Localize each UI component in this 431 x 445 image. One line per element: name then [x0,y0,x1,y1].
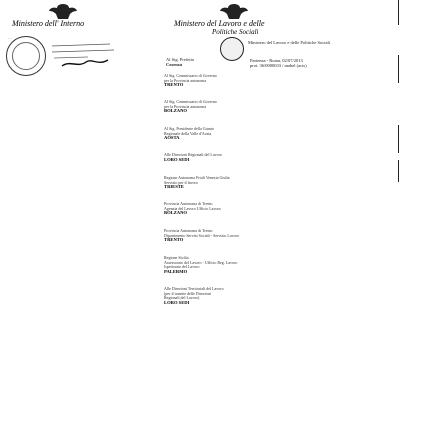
left-corner-text-2: … [8,63,12,68]
addressee-line: Alle Direzioni Regionali del Lavoro [164,153,222,157]
addressee-line: Regionale della Valle d'Aosta [164,131,212,136]
addressee-city: TRIESTE [164,184,184,190]
addressee-line: Provincia Autonoma di Trento [164,229,213,233]
main-document-page [124,0,344,445]
addressee-entry [164,153,304,162]
main-right-meta-1: Partenza - Roma, 02/07/2013 [250,58,303,63]
addressee-line: Regione Autonoma Friuli Venezia Giulia [164,176,230,180]
right-vertical-rule [398,125,399,153]
addressee-line: Al Sig. Commissario di Governo [164,74,217,78]
addressee-city: TRENTO [164,237,184,243]
addressee-city: PALERMO [164,268,188,274]
addressee-line: per la Provincia autonoma [164,104,207,109]
addressee-line: per la Provincia autonoma [164,78,207,83]
left-seal-inner-icon [12,42,40,70]
left-document-page [0,0,125,445]
main-header-text: Ministero del Lavoro e delle Politiche Sociali [248,40,330,45]
right-vertical-rule [398,0,399,25]
addressee-line: Dipartimento Servizi Sociali - Servizio Lavoro [164,233,239,238]
right-vertical-rule [398,160,399,182]
addressee-city: LORO SEDI [164,156,190,162]
right-document-page [344,0,431,445]
addressee-line: Assessorato del Lavoro - Ufficio Reg. Lavoro [164,260,238,265]
addressee-line: Al Sig. Commissario di Governo [164,100,217,104]
main-emblem-icon [219,2,249,20]
addressee-entry [164,202,304,216]
addressee-line: Al Sig. Presidente della Giunta [164,127,214,131]
addressee-line: Agenzia del Lavoro Ufficio Lavoro [164,206,221,211]
left-stamp-mark [48,40,118,75]
addressee-city: BOLZANO [164,210,187,216]
main-department-title: Politiche Sociali [212,28,259,36]
addressee-city: LORO SEDI [164,299,190,305]
main-left-meta-1: Al Sig. Prefetto [166,57,195,62]
addressee-entry [164,74,304,88]
right-vertical-rule [398,55,399,83]
addressee-entry [164,256,304,274]
left-corner-text-1: … [8,35,12,40]
addressee-line: Alle Direzioni Territoriali del Lavoro [164,287,224,291]
addressee-city: BOLZANO [164,108,187,114]
addressee-line: (per il tramite delle Direzioni [164,291,211,296]
addressee-entry [164,176,304,190]
addressee-line: Regione Sicilia [164,256,189,260]
addressee-entry [164,127,304,141]
main-header-seal-icon [220,37,244,61]
addressee-entry [164,100,304,114]
addressee-city: TRENTO [164,82,184,88]
addressee-line: Ispettorato del Lavoro [164,265,200,270]
addressee-city: AOSTA [164,135,180,141]
main-right-meta-2: prot. 36/0000033 / mabel (acts) [250,63,307,68]
left-ministry-title: Ministero dell' Interno [12,19,85,28]
addressee-line: Servizio per il lavoro [164,180,198,185]
addressee-entry [164,287,304,305]
main-ministry-title: Ministero del Lavoro e delle [174,19,265,28]
addressee-line: Provincia Autonoma di Trento [164,202,213,206]
addressee-entry [164,229,304,243]
addressee-line: Regionali del Lavoro) [164,296,200,301]
main-left-meta-2: Cosenza [166,62,182,67]
left-emblem-icon [48,2,78,20]
